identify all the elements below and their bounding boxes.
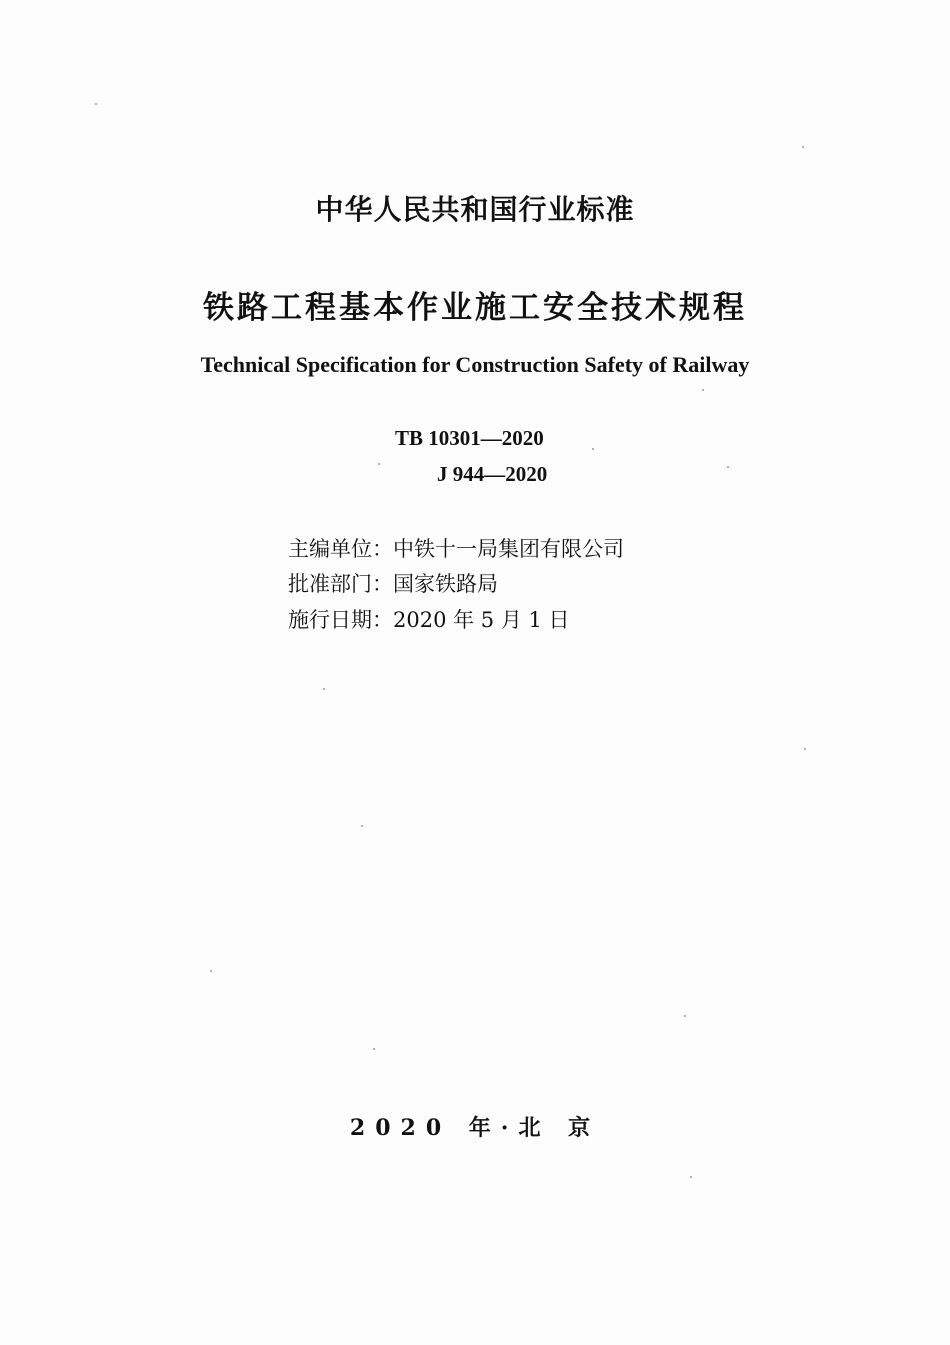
chief-editor-value: 中铁十一局集团有限公司 bbox=[393, 537, 624, 561]
scan-speck bbox=[592, 448, 594, 450]
scan-speck bbox=[702, 389, 704, 391]
document-title-cn: 铁路工程基本作业施工安全技术规程 bbox=[203, 290, 747, 326]
standard-code-j: J 944—2020 bbox=[437, 462, 548, 486]
scan-speck bbox=[690, 1176, 692, 1178]
publish-year-place: 2020 年·北 京 bbox=[349, 1115, 601, 1141]
scan-speck bbox=[684, 1015, 686, 1017]
effective-date-value: 2020 年 5 月 1 日 bbox=[393, 608, 570, 632]
scan-speck bbox=[727, 466, 729, 468]
scan-speck bbox=[323, 688, 325, 690]
chief-editor-label: 主编单位： bbox=[288, 537, 393, 561]
scan-speck bbox=[373, 1048, 375, 1050]
scan-speck bbox=[378, 463, 380, 465]
effective-date-label: 施行日期： bbox=[288, 608, 393, 632]
standard-category: 中华人民共和国行业标准 bbox=[315, 193, 635, 226]
scan-speck bbox=[802, 146, 804, 148]
scan-speck bbox=[361, 825, 363, 827]
scan-speck bbox=[95, 103, 97, 105]
approving-department-value: 国家铁路局 bbox=[393, 572, 498, 596]
document-title-en: Technical Specification for Construction Safety of Railway bbox=[200, 352, 750, 377]
approving-department-label: 批准部门： bbox=[288, 572, 393, 596]
chief-editor-unit bbox=[288, 533, 624, 563]
approving-department bbox=[288, 568, 498, 598]
scan-speck bbox=[804, 748, 806, 750]
effective-date bbox=[288, 604, 570, 634]
scan-speck bbox=[210, 970, 212, 972]
standard-code-tb: TB 10301—2020 bbox=[395, 426, 544, 450]
